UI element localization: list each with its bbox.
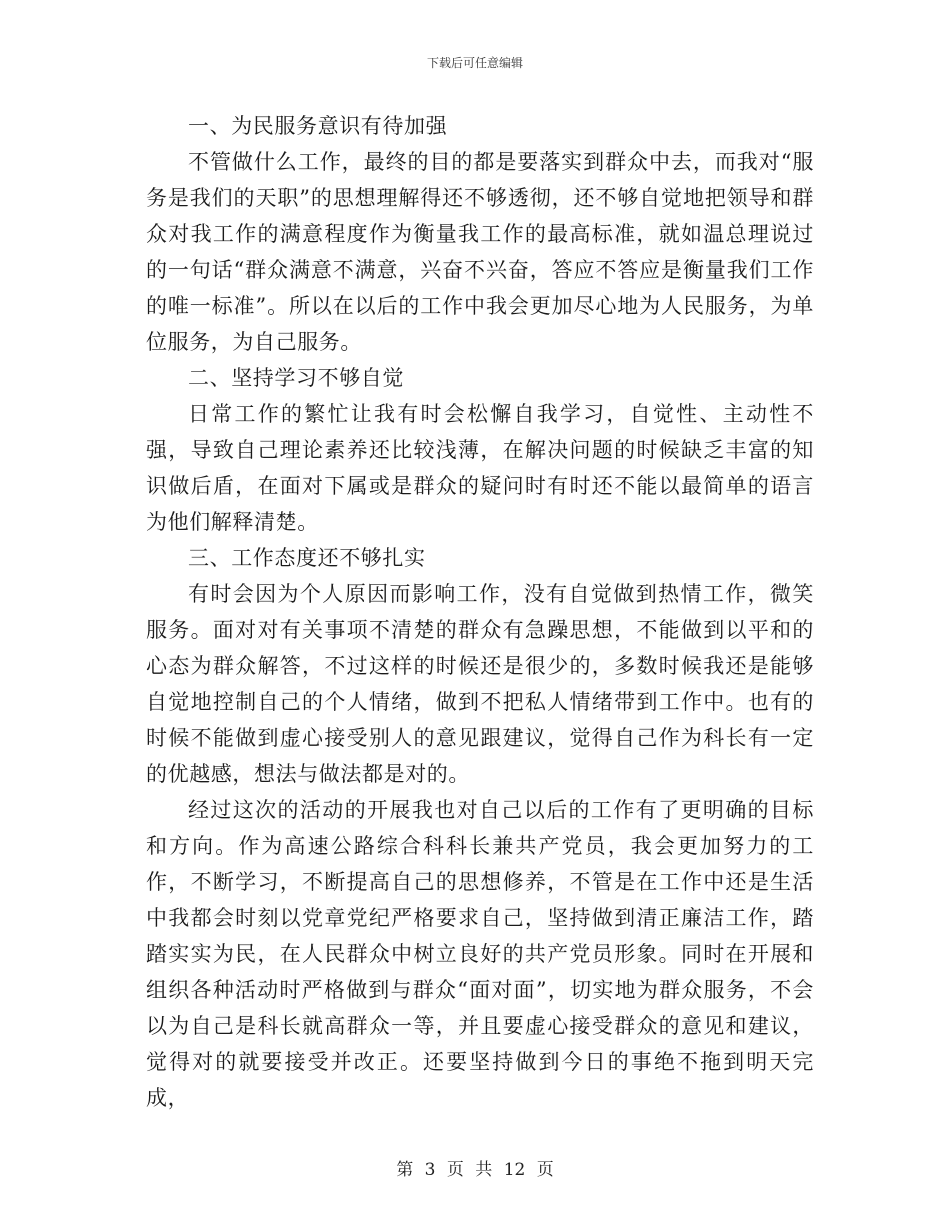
paragraph-4: 经过这次的活动的开展我也对自己以后的工作有了更明确的目标和方向。作为高速公路综合科科长兼共产党员，我会更加努力的工作，不断学习，不断提高自己的思想修养，不管是在工作中还是生活中我都会时刻以党章党纪严格要求自己，坚持做到清正廉洁工作，踏踏实实为民，在人民群众中树立良好的共产党员形象。同时在开展和组织各种活动时严格做到与群众“面对面”，切实地为群众服务，不会以为自己是科长就高群众一等，并且要虚心接受群众的意见和建议，觉得对的就要接受并改正。还要坚持做到今日的事绝不拖到明天完成， <box>146 798 814 1110</box>
section-heading-3: 三、工作态度还不够扎实 <box>188 546 426 570</box>
section-heading-2: 二、坚持学习不够自觉 <box>188 366 404 390</box>
paragraph-1: 不管做什么工作，最终的目的都是要落实到群众中去，而我对“服务是我们的天职”的思想理解得还不够透彻，还不够自觉地把领导和群众对我工作的满意程度作为衡量我工作的最高标准，就如温总理说过的一句话“群众满意不满意，兴奋不兴奋，答应不答应是衡量我们工作的唯一标准”。所以在以后的工作中我会更加尽心地为人民服务，为单位服务，为自己服务。 <box>146 150 814 354</box>
page-number: 第 3 页 共 12 页 <box>396 1160 554 1180</box>
paragraph-2: 日常工作的繁忙让我有时会松懈自我学习，自觉性、主动性不强，导致自己理论素养还比较浅薄，在解决问题的时候缺乏丰富的知识做后盾，在面对下属或是群众的疑问时有时还不能以最简单的语言为他们解释清楚。 <box>146 402 814 534</box>
document-body <box>146 108 814 1116</box>
paragraph-3: 有时会因为个人原因而影响工作，没有自觉做到热情工作，微笑服务。面对对有关事项不清楚的群众有急躁思想，不能做到以平和的心态为群众解答，不过这样的时候还是很少的，多数时候我还是能够自觉地控制自己的个人情绪，做到不把私人情绪带到工作中。也有的时候不能做到虚心接受别人的意见跟建议，觉得自己作为科长有一定的优越感，想法与做法都是对的。 <box>146 582 814 786</box>
page-header: 下载后可任意编辑 <box>426 56 523 70</box>
section-heading-1: 一、为民服务意识有待加强 <box>188 114 448 138</box>
